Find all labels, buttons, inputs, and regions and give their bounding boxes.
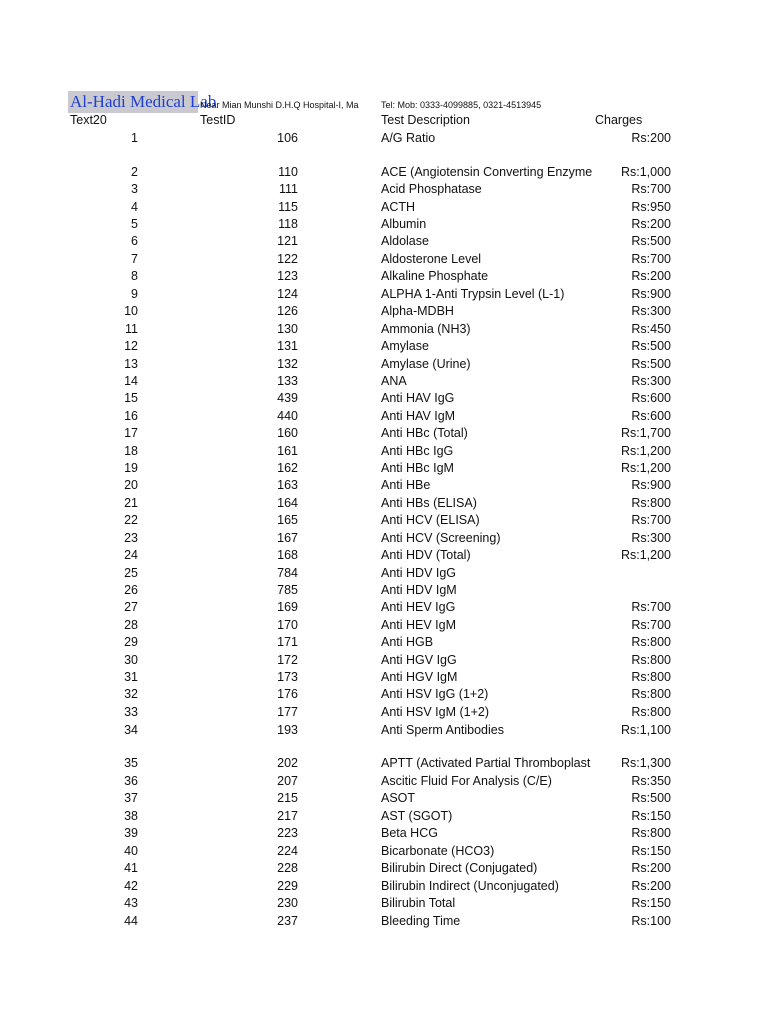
row-number: 30: [124, 653, 138, 667]
test-id: 130: [277, 322, 298, 336]
row-number: 25: [124, 566, 138, 580]
test-charges: Rs:800: [631, 496, 671, 510]
table-row: [0, 251, 768, 267]
table-row: [0, 164, 768, 180]
test-id: 440: [277, 409, 298, 423]
test-description: Anti HBe: [381, 478, 431, 492]
lab-address: Near Mian Munshi D.H.Q Hospital-I, Ma: [200, 100, 359, 110]
test-description: Anti HBc IgG: [381, 444, 454, 458]
table-row: [0, 773, 768, 789]
test-charges: Rs:800: [631, 687, 671, 701]
test-charges: Rs:200: [631, 217, 671, 231]
row-number: 28: [124, 618, 138, 632]
test-description: Anti HGV IgM: [381, 670, 458, 684]
test-description: Anti HDV IgG: [381, 566, 457, 580]
test-id: 161: [277, 444, 298, 458]
table-row: [0, 425, 768, 441]
test-charges: Rs:600: [631, 409, 671, 423]
test-id: 193: [277, 723, 298, 737]
test-description: Anti HEV IgG: [381, 600, 456, 614]
test-description: Anti HCV (Screening): [381, 531, 501, 545]
test-id: 123: [277, 269, 298, 283]
test-description: ACTH: [381, 200, 416, 214]
row-number: 17: [124, 426, 138, 440]
table-row: [0, 303, 768, 319]
test-id: 122: [277, 252, 298, 266]
test-id: 224: [277, 844, 298, 858]
test-description: Amylase (Urine): [381, 357, 471, 371]
table-row: [0, 669, 768, 685]
test-description: Aldolase: [381, 234, 429, 248]
test-charges: Rs:300: [631, 304, 671, 318]
test-id: 121: [277, 234, 298, 248]
test-id: 177: [277, 705, 298, 719]
row-number: 8: [131, 269, 138, 283]
row-number: 2: [131, 165, 138, 179]
row-number: 5: [131, 217, 138, 231]
test-id: 124: [277, 287, 298, 301]
test-id: 784: [277, 566, 298, 580]
row-number: 7: [131, 252, 138, 266]
test-description: Anti HEV IgM: [381, 618, 457, 632]
test-id: 168: [277, 548, 298, 562]
row-number: 12: [124, 339, 138, 353]
test-id: 223: [277, 826, 298, 840]
test-id: 439: [277, 391, 298, 405]
test-description: Ammonia (NH3): [381, 322, 471, 336]
row-number: 16: [124, 409, 138, 423]
table-row: [0, 582, 768, 598]
test-description: Acid Phosphatase: [381, 182, 482, 196]
test-description: ASOT: [381, 791, 416, 805]
test-charges: Rs:1,300: [620, 756, 671, 770]
test-description: A/G Ratio: [381, 131, 436, 145]
test-id: 237: [277, 914, 298, 928]
table-row: [0, 722, 768, 738]
row-number: 39: [124, 826, 138, 840]
test-charges: Rs:600: [631, 391, 671, 405]
table-row: [0, 390, 768, 406]
test-id: 228: [277, 861, 298, 875]
table-row: [0, 547, 768, 563]
row-number: 20: [124, 478, 138, 492]
row-number: 18: [124, 444, 138, 458]
test-id: 230: [277, 896, 298, 910]
test-id: 170: [277, 618, 298, 632]
table-row: [0, 216, 768, 232]
test-charges: Rs:900: [631, 478, 671, 492]
test-charges: Rs:800: [631, 826, 671, 840]
table-row: [0, 790, 768, 806]
table-row: [0, 843, 768, 859]
table-row: [0, 913, 768, 929]
row-number: 36: [124, 774, 138, 788]
row-number: 35: [124, 756, 138, 770]
test-description: Anti HDV IgM: [381, 583, 457, 597]
test-charges: Rs:700: [631, 618, 671, 632]
row-number: 40: [124, 844, 138, 858]
test-description: Anti HGV IgG: [381, 653, 457, 667]
test-charges: Rs:150: [631, 844, 671, 858]
table-row: [0, 825, 768, 841]
test-id: 115: [278, 200, 298, 214]
test-charges: Rs:200: [631, 131, 671, 145]
test-id: 202: [277, 756, 298, 770]
test-charges: Rs:100: [631, 914, 671, 928]
test-id: 132: [277, 357, 298, 371]
table-row: [0, 565, 768, 581]
test-id: 133: [277, 374, 298, 388]
test-description: Anti HAV IgM: [381, 409, 456, 423]
row-number: 1: [131, 131, 138, 145]
test-charges: Rs:950: [631, 200, 671, 214]
test-description: Ascitic Fluid For Analysis (C/E): [381, 774, 552, 788]
test-description: Bleeding Time: [381, 914, 461, 928]
test-description: Anti HCV (ELISA): [381, 513, 480, 527]
table-row: [0, 617, 768, 633]
test-charges: Rs:1,200: [620, 548, 671, 562]
row-number: 32: [124, 687, 138, 701]
row-number: 42: [124, 879, 138, 893]
column-header-charges: Charges: [595, 113, 643, 127]
test-description: Anti HBc IgM: [381, 461, 454, 475]
row-number: 9: [131, 287, 138, 301]
table-row: [0, 373, 768, 389]
test-id: 169: [277, 600, 298, 614]
test-id: 207: [277, 774, 298, 788]
row-number: 44: [124, 914, 138, 928]
row-number: 31: [124, 670, 138, 684]
table-row: [0, 860, 768, 876]
table-row: [0, 895, 768, 911]
test-charges: Rs:150: [631, 809, 671, 823]
test-id: 162: [277, 461, 298, 475]
test-description: Anti HSV IgG (1+2): [381, 687, 489, 701]
row-number: 22: [124, 513, 138, 527]
test-description: ANA: [381, 374, 407, 388]
test-charges: Rs:1,200: [620, 444, 671, 458]
row-number: 27: [124, 600, 138, 614]
test-charges: Rs:350: [631, 774, 671, 788]
test-id: 160: [277, 426, 298, 440]
table-row: [0, 808, 768, 824]
column-header-testid: TestID: [200, 113, 236, 127]
row-number: 43: [124, 896, 138, 910]
table-row: [0, 878, 768, 894]
lab-name-title: Al-Hadi Medical Lab: [70, 92, 217, 111]
table-row: [0, 408, 768, 424]
row-number: 6: [131, 234, 138, 248]
row-number: 11: [125, 322, 138, 336]
test-description: Anti HGB: [381, 635, 434, 649]
test-charges: Rs:500: [631, 357, 671, 371]
test-id: 176: [277, 687, 298, 701]
test-charges: Rs:200: [631, 879, 671, 893]
test-charges: Rs:200: [631, 861, 671, 875]
table-row: [0, 599, 768, 615]
table-row: [0, 495, 768, 511]
table-row: [0, 652, 768, 668]
test-description: Bilirubin Indirect (Unconjugated): [381, 879, 559, 893]
table-row: [0, 477, 768, 493]
test-description: ALPHA 1-Anti Trypsin Level (L-1): [381, 287, 565, 301]
test-charges: Rs:700: [631, 182, 671, 196]
test-description: Aldosterone Level: [381, 252, 482, 266]
row-number: 15: [124, 391, 138, 405]
table-row: [0, 286, 768, 302]
test-charges: Rs:700: [631, 513, 671, 527]
row-number: 13: [124, 357, 138, 371]
test-charges: Rs:500: [631, 234, 671, 248]
test-charges: Rs:300: [631, 374, 671, 388]
test-id: 229: [277, 879, 298, 893]
table-row: [0, 338, 768, 354]
table-row: [0, 356, 768, 372]
table-row: [0, 704, 768, 720]
table-row: [0, 199, 768, 215]
lab-contact: Tel: Mob: 0333-4099885, 0321-4513945: [381, 100, 542, 110]
table-row: [0, 686, 768, 702]
test-charges: Rs:500: [631, 339, 671, 353]
test-id: 172: [277, 653, 298, 667]
test-description: Bilirubin Total: [381, 896, 456, 910]
test-description: APTT (Activated Partial Thromboplast: [381, 756, 591, 770]
test-description: Anti HBc (Total): [381, 426, 468, 440]
row-number: 37: [124, 791, 138, 805]
test-id: 164: [277, 496, 298, 510]
test-charges: Rs:900: [631, 287, 671, 301]
table-row: [0, 460, 768, 476]
column-header-sn: Text20: [70, 113, 107, 127]
test-id: 171: [277, 635, 298, 649]
row-number: 3: [131, 182, 138, 196]
test-charges: Rs:700: [631, 252, 671, 266]
test-description: Bilirubin Direct (Conjugated): [381, 861, 538, 875]
row-number: 38: [124, 809, 138, 823]
table-row: [0, 755, 768, 771]
test-charges: Rs:200: [631, 269, 671, 283]
test-id: 106: [277, 131, 298, 145]
test-charges: Rs:800: [631, 670, 671, 684]
row-number: 23: [124, 531, 138, 545]
row-number: 41: [124, 861, 138, 875]
table-row: [0, 530, 768, 546]
test-id: 217: [277, 809, 298, 823]
test-description: Albumin: [381, 217, 427, 231]
test-description: Anti Sperm Antibodies: [381, 723, 504, 737]
test-charges: Rs:800: [631, 635, 671, 649]
row-number: 33: [124, 705, 138, 719]
test-id: 167: [277, 531, 298, 545]
row-number: 4: [131, 200, 138, 214]
test-id: 163: [277, 478, 298, 492]
test-charges: Rs:1,000: [620, 165, 671, 179]
test-id: 126: [277, 304, 298, 318]
table-row: [0, 443, 768, 459]
test-description: Anti HSV IgM (1+2): [381, 705, 490, 719]
row-number: 19: [124, 461, 138, 475]
test-charges: Rs:450: [631, 322, 671, 336]
table-row: [0, 181, 768, 197]
test-id: 165: [277, 513, 298, 527]
test-charges: Rs:800: [631, 653, 671, 667]
test-description: Beta HCG: [381, 826, 438, 840]
test-id: 785: [277, 583, 298, 597]
row-number: 21: [124, 496, 138, 510]
row-number: 24: [124, 548, 138, 562]
test-description: Anti HDV (Total): [381, 548, 471, 562]
test-id: 118: [278, 217, 298, 231]
test-description: Alkaline Phosphate: [381, 269, 489, 283]
test-description: Anti HBs (ELISA): [381, 496, 477, 510]
row-number: 10: [124, 304, 138, 318]
table-row: [0, 321, 768, 337]
test-id: 110: [278, 165, 298, 179]
test-id: 131: [277, 339, 298, 353]
test-description: ACE (Angiotensin Converting Enzyme: [381, 165, 593, 179]
test-charges: Rs:150: [631, 896, 671, 910]
row-number: 26: [124, 583, 138, 597]
test-charges: Rs:1,200: [620, 461, 671, 475]
test-charges: Rs:500: [631, 791, 671, 805]
table-row: [0, 233, 768, 249]
test-id: 111: [278, 182, 298, 196]
test-charges: Rs:700: [631, 600, 671, 614]
test-description: AST (SGOT): [381, 809, 453, 823]
table-row: [0, 634, 768, 650]
test-charges: Rs:300: [631, 531, 671, 545]
test-description: Bicarbonate (HCO3): [381, 844, 495, 858]
test-description: Alpha-MDBH: [381, 304, 454, 318]
test-charges: Rs:1,700: [620, 426, 671, 440]
row-number: 29: [124, 635, 138, 649]
row-number: 34: [124, 723, 138, 737]
test-id: 215: [277, 791, 298, 805]
table-row: [0, 268, 768, 284]
row-number: 14: [124, 374, 138, 388]
test-description: Anti HAV IgG: [381, 391, 455, 405]
test-description: Amylase: [381, 339, 429, 353]
table-row: [0, 130, 768, 146]
test-charges: Rs:1,100: [620, 723, 671, 737]
table-row: [0, 512, 768, 528]
test-charges: Rs:800: [631, 705, 671, 719]
column-header-description: Test Description: [381, 113, 470, 127]
test-id: 173: [277, 670, 298, 684]
